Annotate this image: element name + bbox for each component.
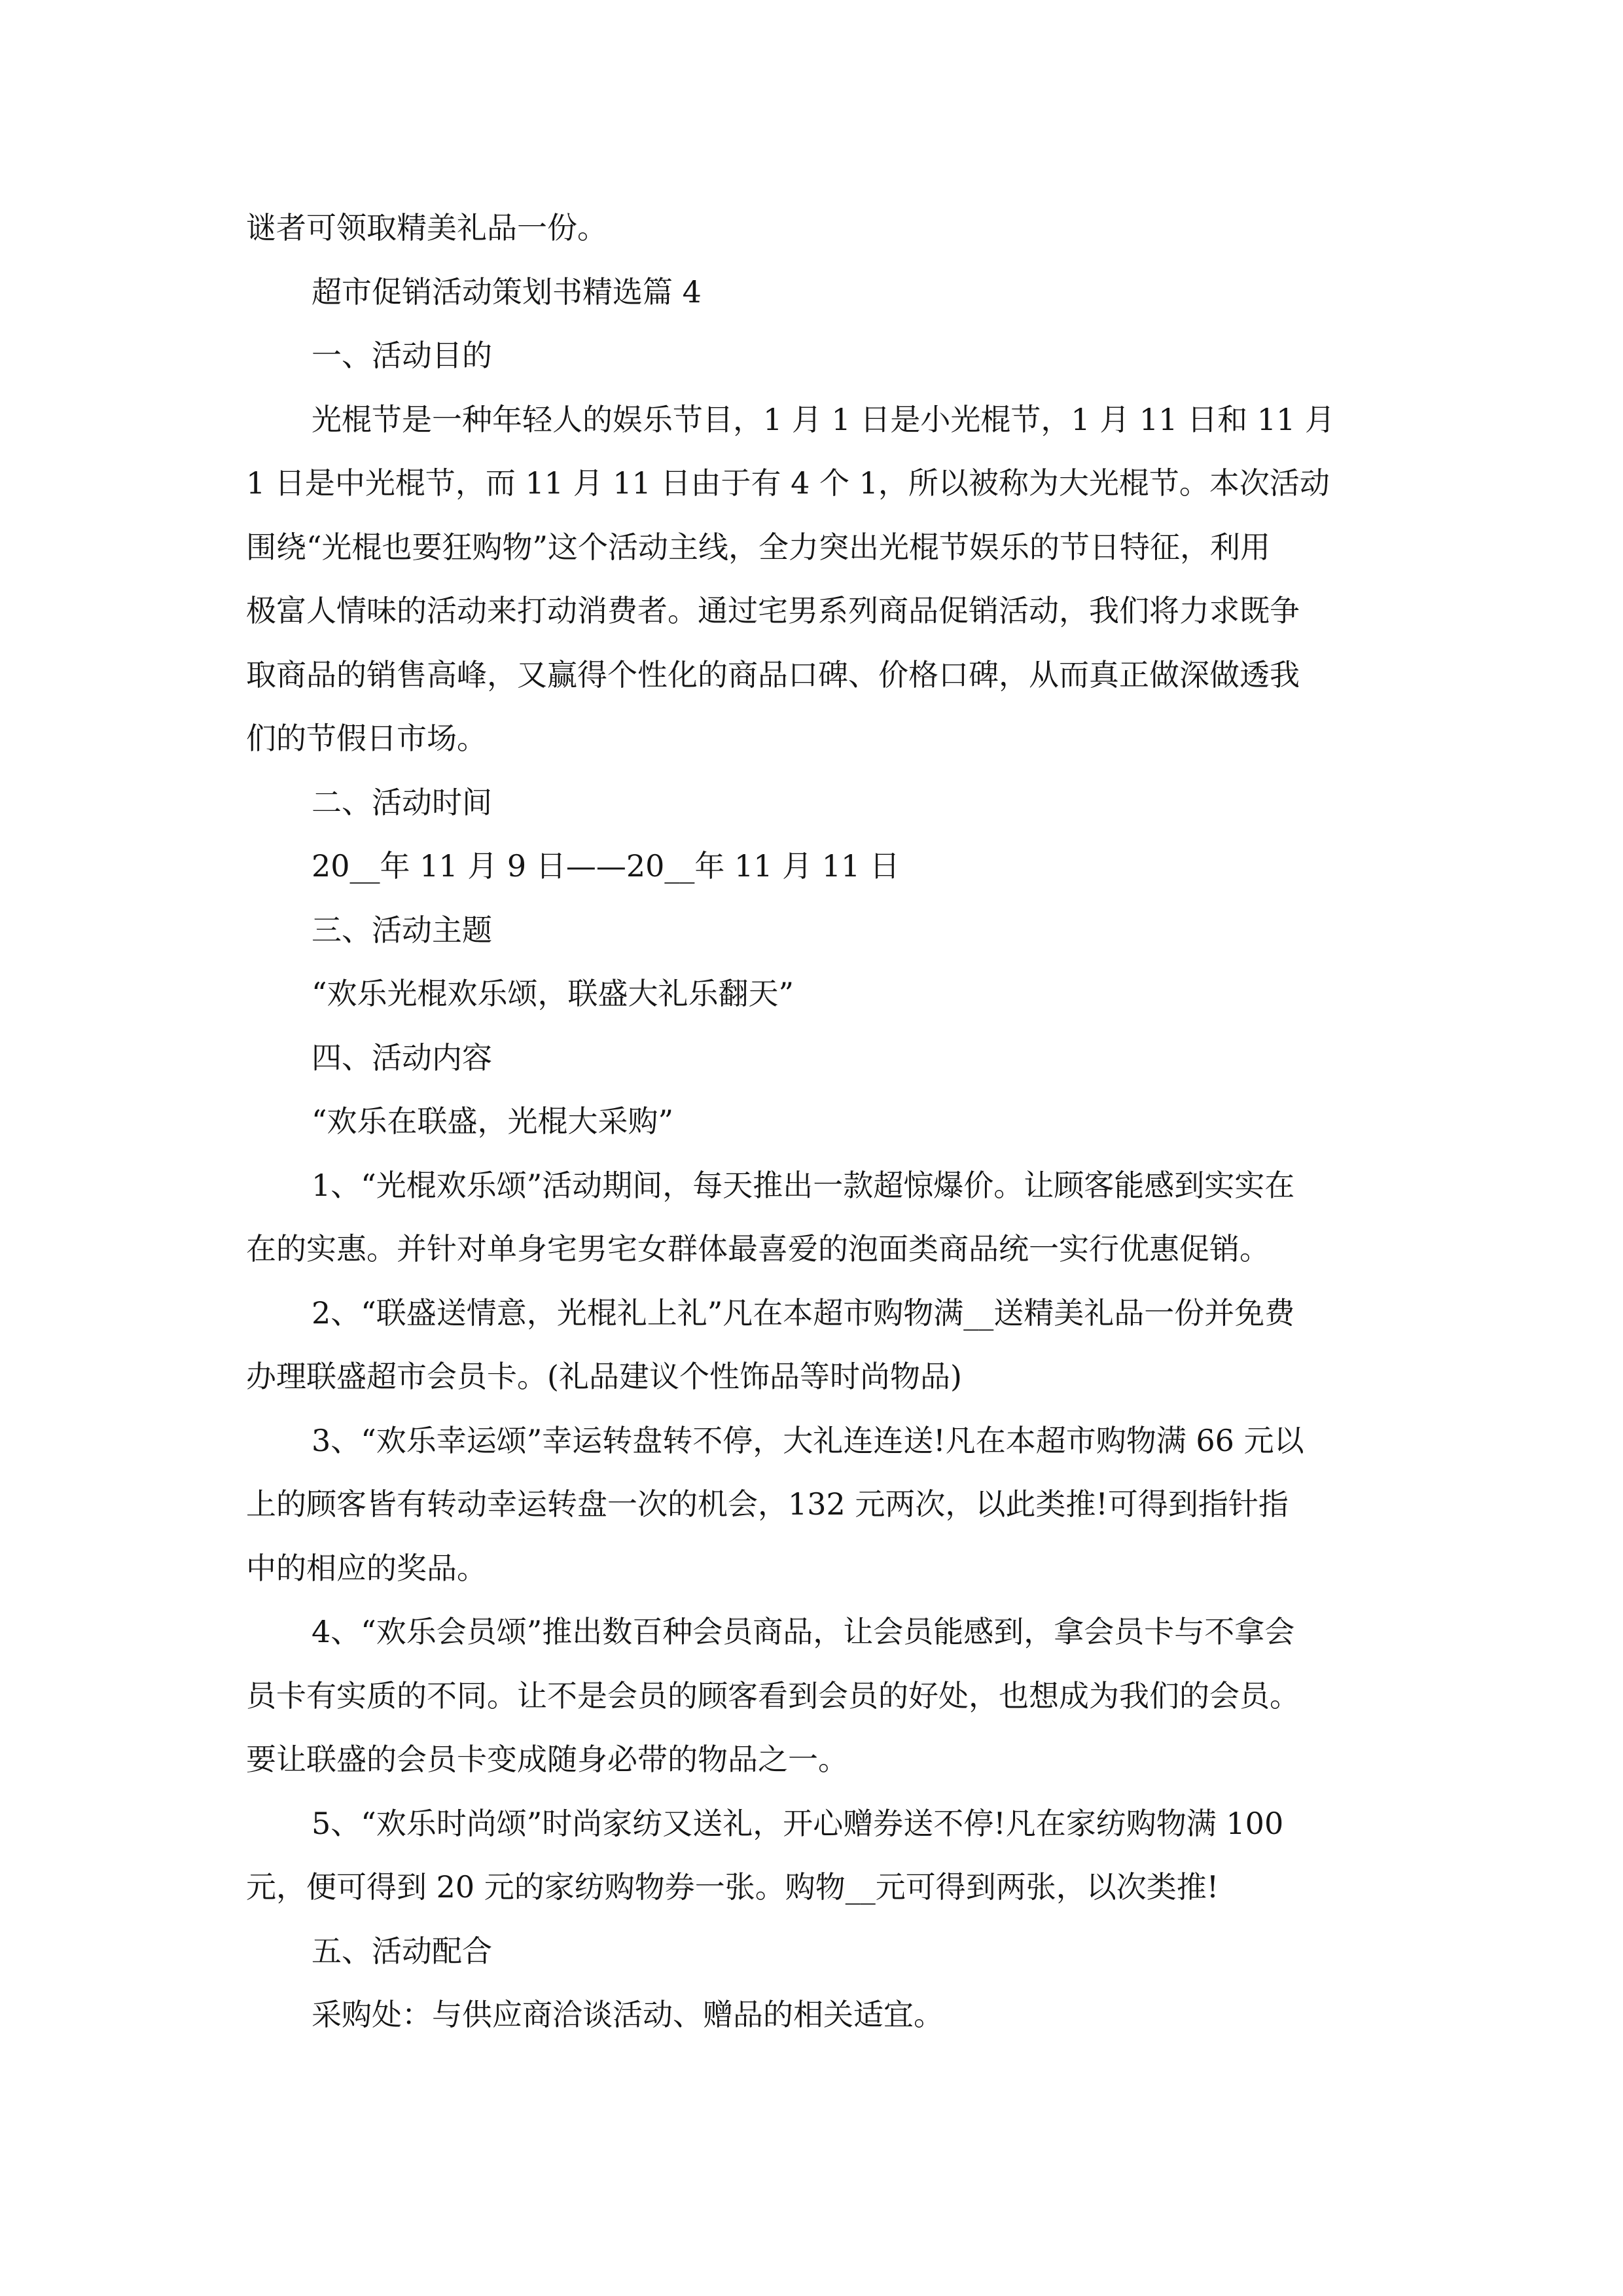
text-line: 元，便可得到 20 元的家纺购物券一张。购物__元可得到两张，以次类推!: [246, 1869, 1219, 1905]
text-line: 员卡有实质的不同。让不是会员的顾客看到会员的好处，也想成为我们的会员。: [246, 1677, 1300, 1713]
text-line: 取商品的销售高峰，又赢得个性化的商品口碑、价格口碑，从而真正做深做透我: [246, 656, 1300, 692]
text-line: 要让联盛的会员卡变成随身必带的物品之一。: [246, 1742, 848, 1777]
section-heading: 二、活动时间: [312, 784, 492, 820]
text-line: “欢乐在联盛，光棍大采购”: [312, 1103, 674, 1139]
text-line: 办理联盛超市会员卡。(礼品建议个性饰品等时尚物品): [246, 1359, 962, 1394]
text-line: 们的节假日市场。: [246, 721, 487, 756]
text-line: 4、“欢乐会员颂”推出数百种会员商品，让会员能感到，拿会员卡与不拿会: [312, 1614, 1295, 1649]
text-line: 极富人情味的活动来打动消费者。通过宅男系列商品促销活动，我们将力求既争: [246, 593, 1300, 628]
text-line: 在的实惠。并针对单身宅男宅女群体最喜爱的泡面类商品统一实行优惠促销。: [246, 1231, 1270, 1266]
text-line: “欢乐光棍欢乐颂，联盛大礼乐翻天”: [312, 976, 794, 1011]
section-heading: 五、活动配合: [312, 1933, 492, 1969]
text-line: 上的顾客皆有转动幸运转盘一次的机会，132 元两次，以此类推!可得到指针指: [246, 1486, 1289, 1522]
text-line: 2、“联盛送情意，光棍礼上礼”凡在本超市购物满__送精美礼品一份并免费: [312, 1295, 1295, 1331]
text-line: 光棍节是一种年轻人的娱乐节目，1 月 1 日是小光棍节，1 月 11 日和 11 月: [312, 401, 1335, 437]
text-line: 中的相应的奖品。: [246, 1550, 487, 1586]
document-body: [246, 196, 1372, 2047]
section-heading: 四、活动内容: [312, 1039, 492, 1075]
text-line: 1 日是中光棍节，而 11 月 11 日由于有 4 个 1，所以被称为大光棍节。本次活动: [246, 465, 1330, 501]
text-line: 谜者可领取精美礼品一份。: [246, 210, 607, 245]
text-line: 采购处：与供应商洽谈活动、赠品的相关适宜。: [312, 1997, 944, 2032]
text-line: 围绕“光棍也要狂购物”这个活动主线，全力突出光棍节娱乐的节日特征，利用: [246, 529, 1271, 565]
text-line: 1、“光棍欢乐颂”活动期间，每天推出一款超惊爆价。让顾客能感到实实在: [312, 1167, 1295, 1203]
text-line: 3、“欢乐幸运颂”幸运转盘转不停，大礼连连送!凡在本超市购物满 66 元以: [312, 1422, 1304, 1458]
text-line: 20__年 11 月 9 日——20__年 11 月 11 日: [312, 848, 900, 884]
section-heading: 超市促销活动策划书精选篇 4: [312, 274, 702, 310]
section-heading: 三、活动主题: [312, 912, 492, 948]
text-line: 5、“欢乐时尚颂”时尚家纺又送礼，开心赠券送不停!凡在家纺购物满 100: [312, 1805, 1284, 1841]
section-heading: 一、活动目的: [312, 338, 492, 373]
